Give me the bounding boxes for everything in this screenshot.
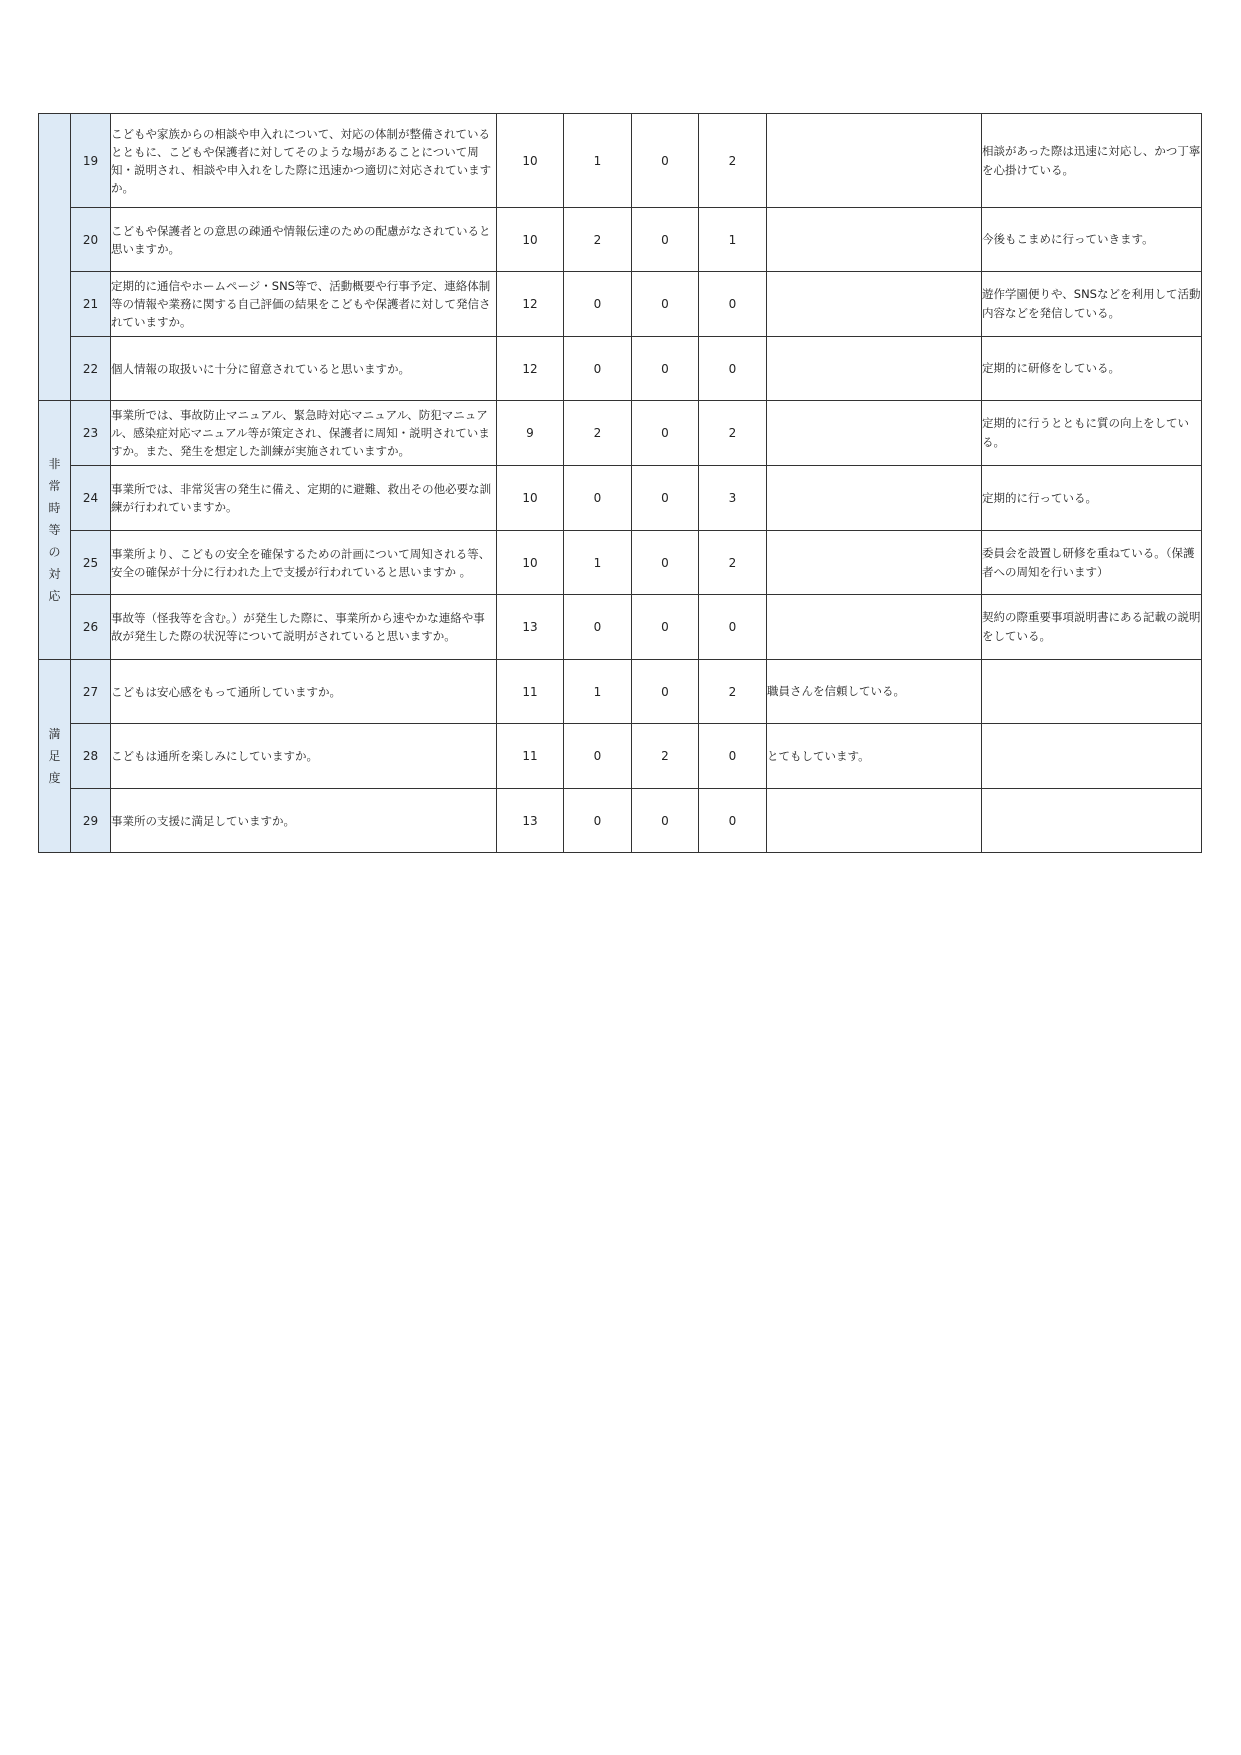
question-text: 事業所の支援に満足していますか。 [111, 789, 497, 853]
count-neutral: 0 [564, 272, 632, 337]
count-yes: 10 [497, 208, 564, 272]
count-unknown: 2 [699, 531, 767, 595]
count-yes: 13 [497, 595, 564, 660]
table-row [39, 272, 1202, 337]
question-text: 個人情報の取扱いに十分に留意されていると思いますか。 [111, 337, 497, 401]
count-unknown: 1 [699, 208, 767, 272]
count-yes: 11 [497, 660, 564, 724]
facility-comment: 相談があった際は迅速に対応し、かつ丁寧を心掛けている。 [982, 114, 1202, 208]
facility-comment: 今後もこまめに行っていきます。 [982, 208, 1202, 272]
count-neutral: 2 [564, 401, 632, 466]
facility-comment: 定期的に行っている。 [982, 466, 1202, 531]
question-number: 29 [71, 789, 111, 853]
parent-comment [767, 595, 982, 660]
category-cell [39, 401, 71, 660]
question-number: 22 [71, 337, 111, 401]
facility-comment [982, 724, 1202, 789]
count-no: 0 [632, 208, 699, 272]
count-unknown: 2 [699, 114, 767, 208]
count-yes: 10 [497, 114, 564, 208]
parent-comment [767, 114, 982, 208]
question-number: 20 [71, 208, 111, 272]
parent-comment [767, 208, 982, 272]
count-neutral: 2 [564, 208, 632, 272]
table-row [39, 789, 1202, 853]
count-neutral: 0 [564, 789, 632, 853]
question-number: 23 [71, 401, 111, 466]
table-row [39, 595, 1202, 660]
parent-comment: 職員さんを信頼している。 [767, 660, 982, 724]
parent-comment [767, 337, 982, 401]
question-number: 26 [71, 595, 111, 660]
question-text: こどもは安心感をもって通所していますか。 [111, 660, 497, 724]
count-unknown: 2 [699, 660, 767, 724]
count-no: 0 [632, 595, 699, 660]
question-number: 25 [71, 531, 111, 595]
count-yes: 12 [497, 272, 564, 337]
question-text: こどもや家族からの相談や申入れについて、対応の体制が整備されているとともに、こどもや保護者に対してそのような場があることについて周知・説明され、相談や申入れをした際に迅速かつ適切に対応されていますか。 [111, 114, 497, 208]
count-neutral: 1 [564, 531, 632, 595]
category-cell [39, 114, 71, 401]
question-text: 定期的に通信やホームページ・SNS等で、活動概要や行事予定、連絡体制等の情報や業務に関する自己評価の結果をこどもや保護者に対して発信されていますか。 [111, 272, 497, 337]
question-text: 事業所より、こどもの安全を確保するための計画について周知される等、安全の確保が十分に行われた上で支援が行われていると思いますか 。 [111, 531, 497, 595]
count-yes: 13 [497, 789, 564, 853]
table-body [39, 114, 1202, 853]
count-neutral: 0 [564, 595, 632, 660]
count-no: 0 [632, 789, 699, 853]
table-row [39, 531, 1202, 595]
question-text: 事業所では、事故防止マニュアル、緊急時対応マニュアル、防犯マニュアル、感染症対応マニュアル等が策定され、保護者に周知・説明されていますか。また、発生を想定した訓練が実施されていますか。 [111, 401, 497, 466]
count-no: 0 [632, 531, 699, 595]
question-text: 事故等（怪我等を含む。）が発生した際に、事業所から速やかな連絡や事故が発生した際の状況等について説明がされていると思いますか。 [111, 595, 497, 660]
facility-comment: 定期的に研修をしている。 [982, 337, 1202, 401]
count-yes: 12 [497, 337, 564, 401]
category-cell [39, 660, 71, 853]
parent-comment: とてもしています。 [767, 724, 982, 789]
table-row [39, 208, 1202, 272]
evaluation-table [38, 113, 1202, 853]
parent-comment [767, 466, 982, 531]
count-yes: 10 [497, 531, 564, 595]
count-unknown: 0 [699, 789, 767, 853]
parent-comment [767, 272, 982, 337]
question-number: 24 [71, 466, 111, 531]
count-neutral: 1 [564, 114, 632, 208]
facility-comment: 委員会を設置し研修を重ねている。（保護者への周知を行います） [982, 531, 1202, 595]
table-row [39, 660, 1202, 724]
table-row [39, 724, 1202, 789]
question-text: こどもや保護者との意思の疎通や情報伝達のための配慮がなされていると思いますか。 [111, 208, 497, 272]
count-no: 0 [632, 660, 699, 724]
question-number: 27 [71, 660, 111, 724]
count-no: 0 [632, 401, 699, 466]
count-unknown: 0 [699, 272, 767, 337]
category-label: 満足度 [48, 727, 61, 785]
parent-comment [767, 789, 982, 853]
count-no: 2 [632, 724, 699, 789]
table-row [39, 337, 1202, 401]
table-row [39, 401, 1202, 466]
count-yes: 11 [497, 724, 564, 789]
count-yes: 10 [497, 466, 564, 531]
facility-comment: 定期的に行うとともに質の向上をしている。 [982, 401, 1202, 466]
count-unknown: 2 [699, 401, 767, 466]
category-label: 非常時等の対応 [48, 457, 61, 603]
count-yes: 9 [497, 401, 564, 466]
question-number: 19 [71, 114, 111, 208]
count-no: 0 [632, 337, 699, 401]
question-text: こどもは通所を楽しみにしていますか。 [111, 724, 497, 789]
parent-comment [767, 401, 982, 466]
parent-comment [767, 531, 982, 595]
count-unknown: 0 [699, 595, 767, 660]
table-row [39, 466, 1202, 531]
facility-comment [982, 789, 1202, 853]
count-neutral: 0 [564, 466, 632, 531]
count-neutral: 1 [564, 660, 632, 724]
count-unknown: 0 [699, 724, 767, 789]
facility-comment: 契約の際重要事項説明書にある記載の説明をしている。 [982, 595, 1202, 660]
count-no: 0 [632, 272, 699, 337]
table-row [39, 114, 1202, 208]
question-number: 28 [71, 724, 111, 789]
count-neutral: 0 [564, 724, 632, 789]
count-no: 0 [632, 114, 699, 208]
question-number: 21 [71, 272, 111, 337]
facility-comment [982, 660, 1202, 724]
count-unknown: 3 [699, 466, 767, 531]
count-no: 0 [632, 466, 699, 531]
facility-comment: 遊作学園便りや、SNSなどを利用して活動内容などを発信している。 [982, 272, 1202, 337]
count-neutral: 0 [564, 337, 632, 401]
question-text: 事業所では、非常災害の発生に備え、定期的に避難、救出その他必要な訓練が行われていますか。 [111, 466, 497, 531]
count-unknown: 0 [699, 337, 767, 401]
